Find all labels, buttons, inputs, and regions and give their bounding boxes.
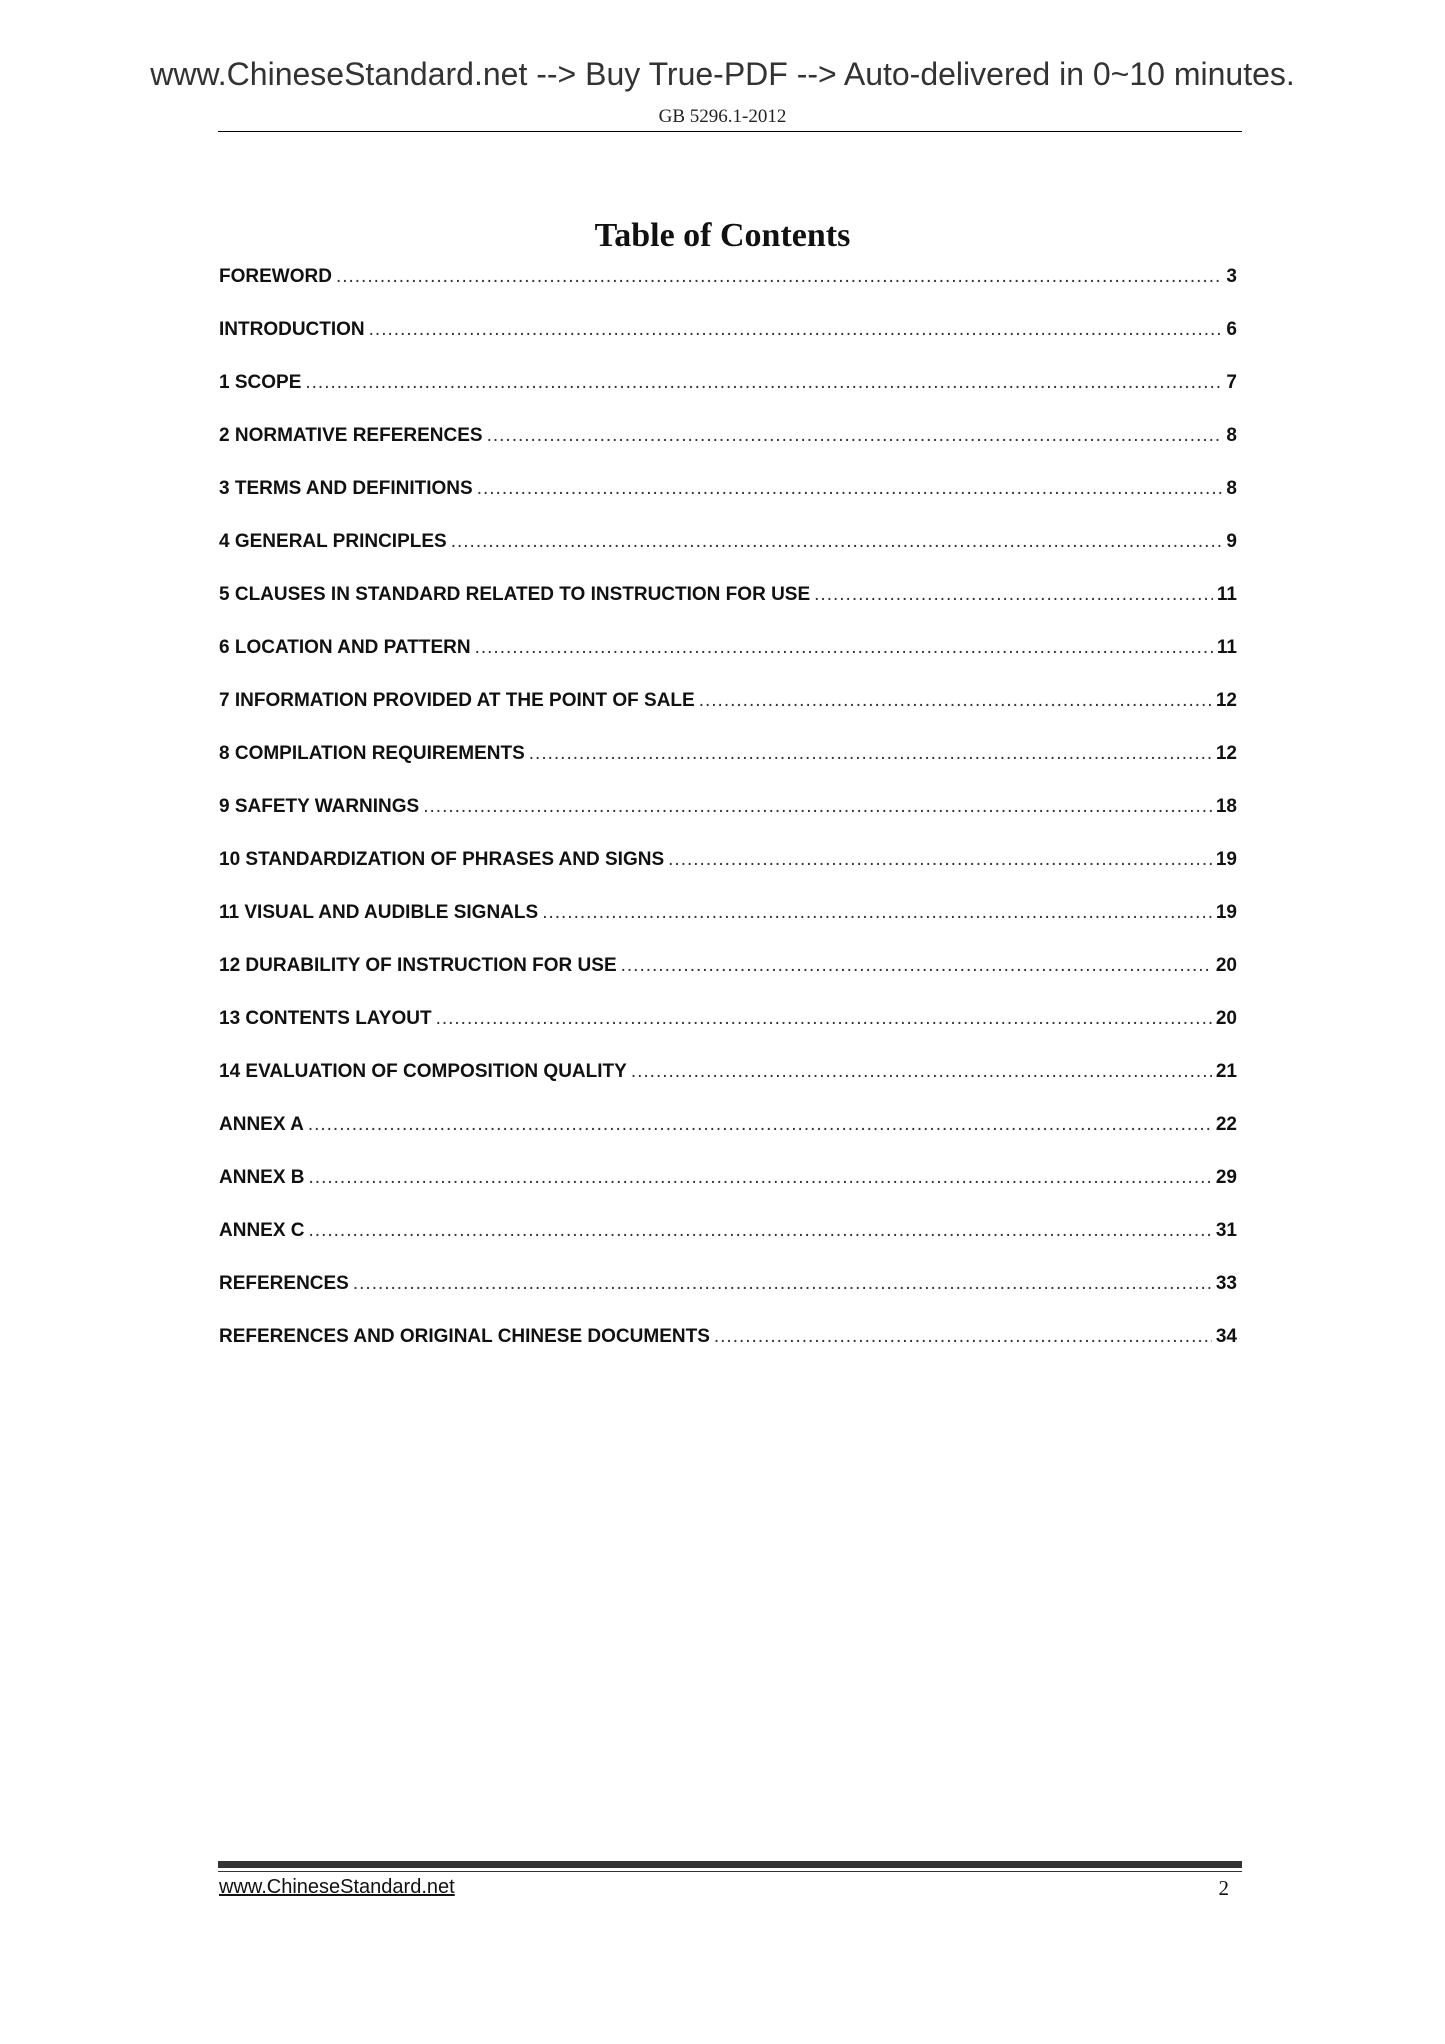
header-rule [218, 131, 1242, 132]
document-code: GB 5296.1-2012 [658, 106, 787, 127]
toc-entry-references-and-original-documents[interactable] [219, 1326, 1237, 1379]
toc-entry-standardization-of-phrases[interactable] [219, 849, 1237, 902]
toc-entry-page: 19 [1215, 849, 1237, 870]
toc-entry-page: 11 [1216, 637, 1237, 658]
toc-dot-leader [336, 266, 1222, 288]
toc-entry-label: REFERENCES [219, 1273, 349, 1294]
toc-entry-references[interactable] [219, 1273, 1237, 1326]
toc-entry-label: 10 STANDARDIZATION OF PHRASES AND SIGNS [219, 849, 665, 870]
toc-entry-evaluation-of-composition[interactable] [219, 1061, 1237, 1114]
toc-entry-label: 9 SAFETY WARNINGS [219, 796, 420, 817]
toc-entry-label: 4 GENERAL PRINCIPLES [219, 531, 447, 552]
toc-entry-page: 7 [1226, 372, 1237, 393]
footer-rule-thin [218, 1871, 1242, 1872]
toc-entry-label: 11 VISUAL AND AUDIBLE SIGNALS [219, 902, 539, 923]
toc-entry-label: 14 EVALUATION OF COMPOSITION QUALITY [219, 1061, 627, 1082]
toc-entry-annex-b[interactable] [219, 1167, 1237, 1220]
toc-entry-label: REFERENCES AND ORIGINAL CHINESE DOCUMENTS [219, 1326, 710, 1347]
toc-dot-leader [487, 425, 1223, 447]
toc-entry-page: 12 [1215, 743, 1237, 764]
toc-entry-page: 20 [1215, 955, 1237, 976]
toc-dot-leader [814, 584, 1213, 606]
toc-dot-leader [353, 1273, 1212, 1295]
toc-entry-label: 2 NORMATIVE REFERENCES [219, 425, 483, 446]
toc-dot-leader [451, 531, 1223, 553]
toc-entry-label: FOREWORD [219, 266, 332, 287]
toc-entry-annex-c[interactable] [219, 1220, 1237, 1273]
toc-dot-leader [477, 478, 1223, 500]
toc-entry-normative-references[interactable] [219, 425, 1237, 478]
toc-entry-label: 13 CONTENTS LAYOUT [219, 1008, 432, 1029]
toc-dot-leader [621, 955, 1212, 977]
site-banner: www.ChineseStandard.net --> Buy True-PDF --> Auto-delivered in 0~10 minutes. [150, 56, 1295, 92]
toc-entry-visual-and-audible-signals[interactable] [219, 902, 1237, 955]
toc-entry-label: ANNEX A [219, 1114, 304, 1135]
toc-dot-leader [369, 319, 1223, 341]
toc-entry-label: 1 SCOPE [219, 372, 302, 393]
toc-entry-terms-and-definitions[interactable] [219, 478, 1237, 531]
toc-entry-page: 20 [1215, 1008, 1237, 1029]
toc-entry-page: 3 [1226, 266, 1237, 287]
toc-entry-introduction[interactable] [219, 319, 1237, 372]
toc-entry-page: 8 [1226, 425, 1237, 446]
toc-entry-compilation-requirements[interactable] [219, 743, 1237, 796]
toc-title: Table of Contents [594, 216, 851, 254]
toc-dot-leader [309, 1220, 1212, 1242]
toc-dot-leader [699, 690, 1212, 712]
toc-entry-page: 18 [1215, 796, 1237, 817]
toc-entry-information-at-point-of-sale[interactable] [219, 690, 1237, 743]
toc-entry-label: ANNEX B [219, 1167, 305, 1188]
toc-entry-page: 11 [1216, 584, 1237, 605]
toc-entry-page: 9 [1226, 531, 1237, 552]
toc-dot-leader [308, 1114, 1212, 1136]
toc-entry-label: ANNEX C [219, 1220, 305, 1241]
toc-entry-scope[interactable] [219, 372, 1237, 425]
footer-page-number: 2 [1218, 1876, 1229, 1900]
toc-entry-page: 8 [1226, 478, 1237, 499]
toc-entry-page: 31 [1215, 1220, 1237, 1241]
toc-entry-durability[interactable] [219, 955, 1237, 1008]
toc-entry-label: INTRODUCTION [219, 319, 365, 340]
toc-entry-page: 34 [1215, 1326, 1237, 1347]
toc-entry-safety-warnings[interactable] [219, 796, 1237, 849]
toc-entry-page: 29 [1215, 1167, 1237, 1188]
toc-entry-label: 8 COMPILATION REQUIREMENTS [219, 743, 525, 764]
toc-entry-foreword[interactable] [219, 266, 1237, 319]
toc-dot-leader [436, 1008, 1212, 1030]
toc-entry-page: 22 [1215, 1114, 1237, 1135]
toc-dot-leader [529, 743, 1212, 765]
toc-dot-leader [423, 796, 1212, 818]
toc-entry-label: 6 LOCATION AND PATTERN [219, 637, 471, 658]
footer-rule-thick [218, 1861, 1242, 1868]
toc-entry-page: 33 [1215, 1273, 1237, 1294]
toc-entry-location-and-pattern[interactable] [219, 637, 1237, 690]
toc-entry-label: 12 DURABILITY OF INSTRUCTION FOR USE [219, 955, 617, 976]
toc-dot-leader [542, 902, 1212, 924]
toc-entry-label: 5 CLAUSES IN STANDARD RELATED TO INSTRUCTION FOR USE [219, 584, 811, 605]
toc-dot-leader [475, 637, 1213, 659]
toc-entry-label: 7 INFORMATION PROVIDED AT THE POINT OF SALE [219, 690, 695, 711]
toc-dot-leader [714, 1326, 1212, 1348]
toc-entry-page: 12 [1215, 690, 1237, 711]
footer-site-link[interactable]: www.ChineseStandard.net [219, 1876, 455, 1898]
toc-dot-leader [631, 1061, 1212, 1083]
toc-entry-page: 6 [1226, 319, 1237, 340]
toc-dot-leader [305, 372, 1222, 394]
toc-dot-leader [309, 1167, 1212, 1189]
table-of-contents [219, 266, 1237, 1379]
toc-entry-page: 21 [1215, 1061, 1237, 1082]
toc-dot-leader [668, 849, 1212, 871]
toc-entry-contents-layout[interactable] [219, 1008, 1237, 1061]
toc-entry-annex-a[interactable] [219, 1114, 1237, 1167]
toc-entry-label: 3 TERMS AND DEFINITIONS [219, 478, 473, 499]
toc-entry-page: 19 [1215, 902, 1237, 923]
toc-entry-clauses-in-standard[interactable] [219, 584, 1237, 637]
toc-entry-general-principles[interactable] [219, 531, 1237, 584]
